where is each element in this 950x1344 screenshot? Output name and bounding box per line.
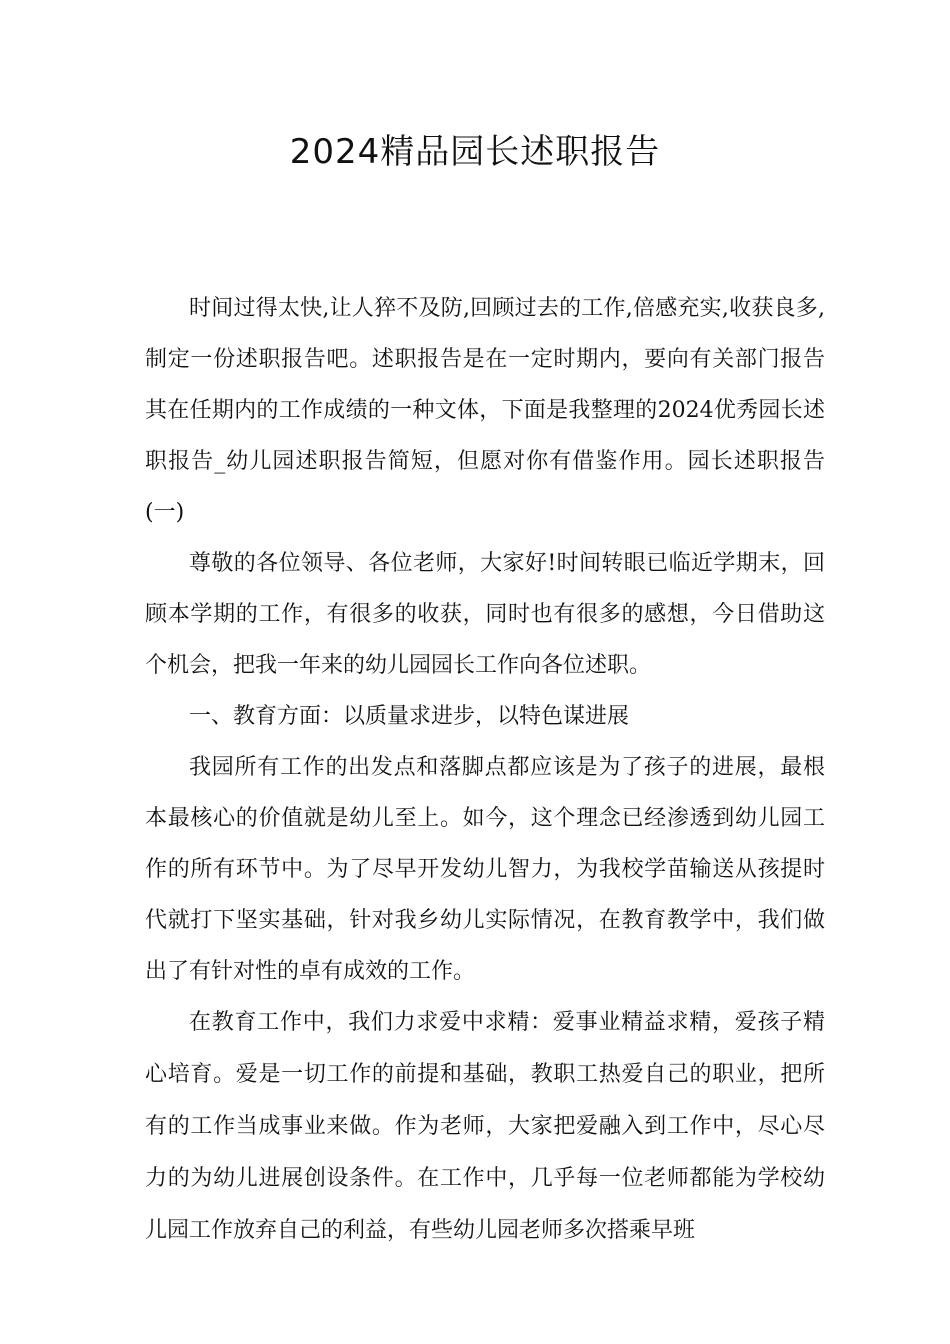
paragraph-education-work: 在教育工作中，我们力求爱中求精：爱事业精益求精，爱孩子精心培育。爱是一切工作的前提和基础，教职工热爱自己的职业，把所有的工作当成事业来做。作为老师，大家把爱融入到工作中，尽心尽力的为幼儿进展创设条件。在工作中，几乎每一位老师都能为学校幼儿园工作放弃自己的利益，有些幼儿园老师多次搭乘早班 — [145, 1010, 825, 1243]
paragraph-greeting: 尊敬的各位领导、各位老师，大家好!时间转眼已临近学期末，回顾本学期的工作，有很多的收获，同时也有很多的感想，今日借助这个机会，把我一年来的幼儿园园长工作向各位述职。 — [145, 551, 825, 678]
document-body — [145, 283, 825, 1257]
paragraph-intro: 时间过得太快,让人猝不及防,回顾过去的工作,倍感充实,收获良多,制定一份述职报告吧。述职报告是在一定时期内，要向有关部门报告其在任期内的工作成绩的一种文体，下面是我整理的2024优秀园长述职报告_幼儿园述职报告简短，但愿对你有借鉴作用。园长述职报告(一) — [145, 296, 825, 525]
document-title: 2024精品园长述职报告 — [289, 132, 661, 172]
paragraph-education-goal: 我园所有工作的出发点和落脚点都应该是为了孩子的进展，最根本最核心的价值就是幼儿至上。如今，这个理念已经渗透到幼儿园工作的所有环节中。为了尽早开发幼儿智力，为我校学苗输送从孩提时代就打下坚实基础，针对我乡幼儿实际情况，在教育教学中，我们做出了有针对性的卓有成效的工作。 — [145, 755, 825, 984]
section-heading-education: 一、教育方面：以质量求进步，以特色谋进展 — [189, 704, 630, 729]
